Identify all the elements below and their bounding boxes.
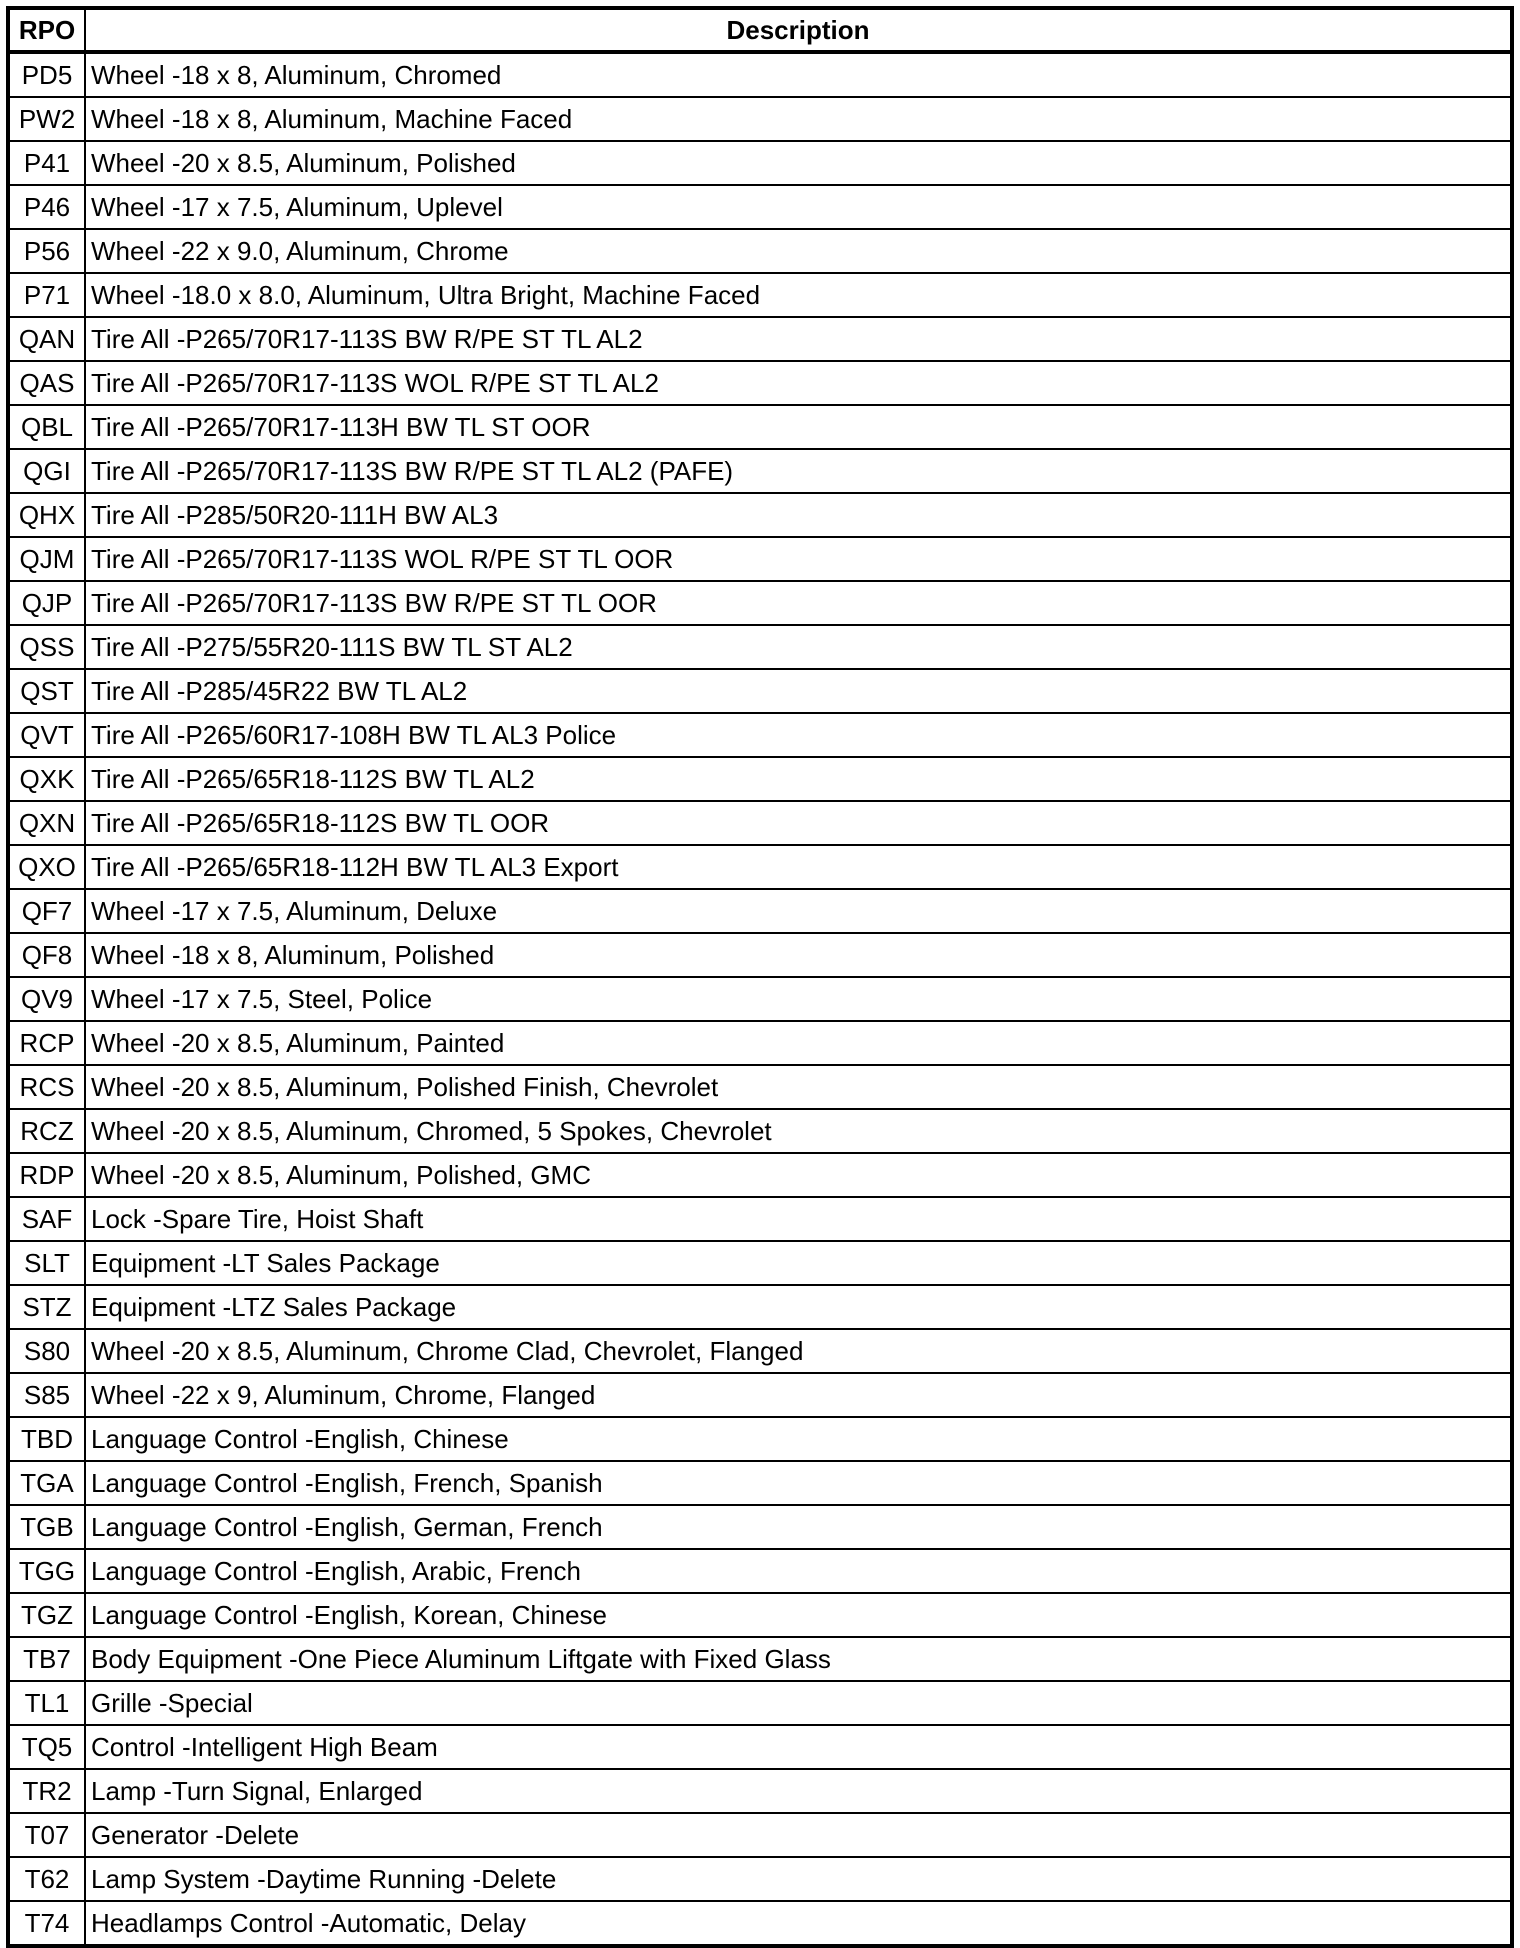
table-row	[8, 757, 1512, 801]
rpo-code-cell: P56	[8, 229, 85, 273]
rpo-code-cell: TGA	[8, 1461, 85, 1505]
description-cell: Wheel -17 x 7.5, Aluminum, Uplevel	[85, 185, 1512, 229]
rpo-code-cell: P71	[8, 273, 85, 317]
table-row	[8, 361, 1512, 405]
table-row	[8, 581, 1512, 625]
description-cell: Wheel -20 x 8.5, Aluminum, Polished, GMC	[85, 1153, 1512, 1197]
rpo-code-cell: SAF	[8, 1197, 85, 1241]
description-cell: Lamp System -Daytime Running -Delete	[85, 1857, 1512, 1901]
table-row	[8, 449, 1512, 493]
rpo-code-cell: QSS	[8, 625, 85, 669]
rpo-code-cell: TR2	[8, 1769, 85, 1813]
description-cell: Tire All -P265/60R17-108H BW TL AL3 Police	[85, 713, 1512, 757]
rpo-code-cell: QV9	[8, 977, 85, 1021]
table-row	[8, 801, 1512, 845]
rpo-code-cell: QXO	[8, 845, 85, 889]
table-row	[8, 1549, 1512, 1593]
rpo-code-cell: T74	[8, 1901, 85, 1946]
table-row	[8, 1857, 1512, 1901]
rpo-code-cell: RCP	[8, 1021, 85, 1065]
description-cell: Wheel -22 x 9, Aluminum, Chrome, Flanged	[85, 1373, 1512, 1417]
rpo-code-cell: QJP	[8, 581, 85, 625]
table-row	[8, 713, 1512, 757]
rpo-code-cell: QXK	[8, 757, 85, 801]
rpo-code-cell: PW2	[8, 97, 85, 141]
table-row	[8, 625, 1512, 669]
table-row	[8, 1153, 1512, 1197]
rpo-code-cell: TQ5	[8, 1725, 85, 1769]
rpo-code-cell: QBL	[8, 405, 85, 449]
description-cell: Tire All -P265/65R18-112H BW TL AL3 Export	[85, 845, 1512, 889]
description-cell: Wheel -18 x 8, Aluminum, Polished	[85, 933, 1512, 977]
rpo-table-container	[6, 6, 1514, 1938]
table-row	[8, 1725, 1512, 1769]
table-row	[8, 1813, 1512, 1857]
rpo-code-cell: TGZ	[8, 1593, 85, 1637]
description-cell: Wheel -20 x 8.5, Aluminum, Painted	[85, 1021, 1512, 1065]
table-row	[8, 1681, 1512, 1725]
rpo-code-cell: QVT	[8, 713, 85, 757]
header-description: Description	[85, 8, 1512, 52]
description-cell: Wheel -18 x 8, Aluminum, Chromed	[85, 52, 1512, 97]
rpo-code-cell: STZ	[8, 1285, 85, 1329]
table-row	[8, 1637, 1512, 1681]
rpo-code-cell: RCZ	[8, 1109, 85, 1153]
description-cell: Tire All -P265/70R17-113S BW R/PE ST TL AL2 (PAFE)	[85, 449, 1512, 493]
description-cell: Tire All -P265/70R17-113S WOL R/PE ST TL OOR	[85, 537, 1512, 581]
rpo-code-cell: QAN	[8, 317, 85, 361]
table-row	[8, 97, 1512, 141]
table-row	[8, 1285, 1512, 1329]
table-row	[8, 977, 1512, 1021]
rpo-code-cell: TBD	[8, 1417, 85, 1461]
rpo-code-cell: S85	[8, 1373, 85, 1417]
rpo-code-cell: P41	[8, 141, 85, 185]
description-cell: Wheel -20 x 8.5, Aluminum, Chrome Clad, Chevrolet, Flanged	[85, 1329, 1512, 1373]
rpo-code-cell: TB7	[8, 1637, 85, 1681]
rpo-code-cell: T62	[8, 1857, 85, 1901]
rpo-code-cell: QXN	[8, 801, 85, 845]
description-cell: Headlamps Control -Automatic, Delay	[85, 1901, 1512, 1946]
rpo-code-cell: QF7	[8, 889, 85, 933]
description-cell: Tire All -P285/50R20-111H BW AL3	[85, 493, 1512, 537]
description-cell: Tire All -P265/70R17-113S BW R/PE ST TL OOR	[85, 581, 1512, 625]
table-row	[8, 1769, 1512, 1813]
description-cell: Wheel -18 x 8, Aluminum, Machine Faced	[85, 97, 1512, 141]
description-cell: Tire All -P265/70R17-113S WOL R/PE ST TL AL2	[85, 361, 1512, 405]
table-row	[8, 537, 1512, 581]
description-cell: Tire All -P265/70R17-113S BW R/PE ST TL AL2	[85, 317, 1512, 361]
rpo-code-cell: TGB	[8, 1505, 85, 1549]
description-cell: Tire All -P265/65R18-112S BW TL AL2	[85, 757, 1512, 801]
rpo-code-cell: QST	[8, 669, 85, 713]
description-cell: Generator -Delete	[85, 1813, 1512, 1857]
description-cell: Equipment -LTZ Sales Package	[85, 1285, 1512, 1329]
description-cell: Wheel -22 x 9.0, Aluminum, Chrome	[85, 229, 1512, 273]
description-cell: Control -Intelligent High Beam	[85, 1725, 1512, 1769]
rpo-code-cell: S80	[8, 1329, 85, 1373]
rpo-code-cell: RDP	[8, 1153, 85, 1197]
rpo-table	[6, 6, 1514, 1948]
rpo-code-cell: RCS	[8, 1065, 85, 1109]
table-row	[8, 1329, 1512, 1373]
description-cell: Wheel -17 x 7.5, Aluminum, Deluxe	[85, 889, 1512, 933]
table-row	[8, 669, 1512, 713]
description-cell: Tire All -P265/65R18-112S BW TL OOR	[85, 801, 1512, 845]
description-cell: Wheel -20 x 8.5, Aluminum, Polished Finish, Chevrolet	[85, 1065, 1512, 1109]
description-cell: Language Control -English, Chinese	[85, 1417, 1512, 1461]
description-cell: Wheel -17 x 7.5, Steel, Police	[85, 977, 1512, 1021]
rpo-code-cell: PD5	[8, 52, 85, 97]
table-row	[8, 273, 1512, 317]
table-row	[8, 845, 1512, 889]
description-cell: Language Control -English, German, French	[85, 1505, 1512, 1549]
table-header	[8, 8, 1512, 52]
description-cell: Tire All -P275/55R20-111S BW TL ST AL2	[85, 625, 1512, 669]
rpo-code-cell: QF8	[8, 933, 85, 977]
rpo-code-cell: QGI	[8, 449, 85, 493]
table-row	[8, 229, 1512, 273]
table-row	[8, 317, 1512, 361]
rpo-code-cell: QHX	[8, 493, 85, 537]
table-row	[8, 1241, 1512, 1285]
description-cell: Body Equipment -One Piece Aluminum Liftgate with Fixed Glass	[85, 1637, 1512, 1681]
rpo-code-cell: TL1	[8, 1681, 85, 1725]
table-row	[8, 185, 1512, 229]
description-cell: Language Control -English, Arabic, French	[85, 1549, 1512, 1593]
description-cell: Language Control -English, French, Spanish	[85, 1461, 1512, 1505]
description-cell: Wheel -20 x 8.5, Aluminum, Polished	[85, 141, 1512, 185]
rpo-code-cell: P46	[8, 185, 85, 229]
description-cell: Lock -Spare Tire, Hoist Shaft	[85, 1197, 1512, 1241]
rpo-code-cell: TGG	[8, 1549, 85, 1593]
table-row	[8, 1197, 1512, 1241]
table-row	[8, 141, 1512, 185]
table-body	[8, 52, 1512, 1946]
table-row	[8, 889, 1512, 933]
table-row	[8, 1065, 1512, 1109]
description-cell: Language Control -English, Korean, Chinese	[85, 1593, 1512, 1637]
header-rpo: RPO	[8, 8, 85, 52]
table-row	[8, 1461, 1512, 1505]
rpo-code-cell: T07	[8, 1813, 85, 1857]
table-row	[8, 1021, 1512, 1065]
description-cell: Wheel -20 x 8.5, Aluminum, Chromed, 5 Spokes, Chevrolet	[85, 1109, 1512, 1153]
description-cell: Wheel -18.0 x 8.0, Aluminum, Ultra Bright, Machine Faced	[85, 273, 1512, 317]
table-row	[8, 1901, 1512, 1946]
table-row	[8, 52, 1512, 97]
rpo-code-cell: QAS	[8, 361, 85, 405]
description-cell: Tire All -P265/70R17-113H BW TL ST OOR	[85, 405, 1512, 449]
description-cell: Grille -Special	[85, 1681, 1512, 1725]
header-row	[8, 8, 1512, 52]
rpo-code-cell: SLT	[8, 1241, 85, 1285]
table-row	[8, 493, 1512, 537]
table-row	[8, 1505, 1512, 1549]
description-cell: Equipment -LT Sales Package	[85, 1241, 1512, 1285]
table-row	[8, 1417, 1512, 1461]
table-row	[8, 405, 1512, 449]
table-row	[8, 1593, 1512, 1637]
table-row	[8, 1373, 1512, 1417]
description-cell: Lamp -Turn Signal, Enlarged	[85, 1769, 1512, 1813]
table-row	[8, 933, 1512, 977]
description-cell: Tire All -P285/45R22 BW TL AL2	[85, 669, 1512, 713]
rpo-code-cell: QJM	[8, 537, 85, 581]
table-row	[8, 1109, 1512, 1153]
